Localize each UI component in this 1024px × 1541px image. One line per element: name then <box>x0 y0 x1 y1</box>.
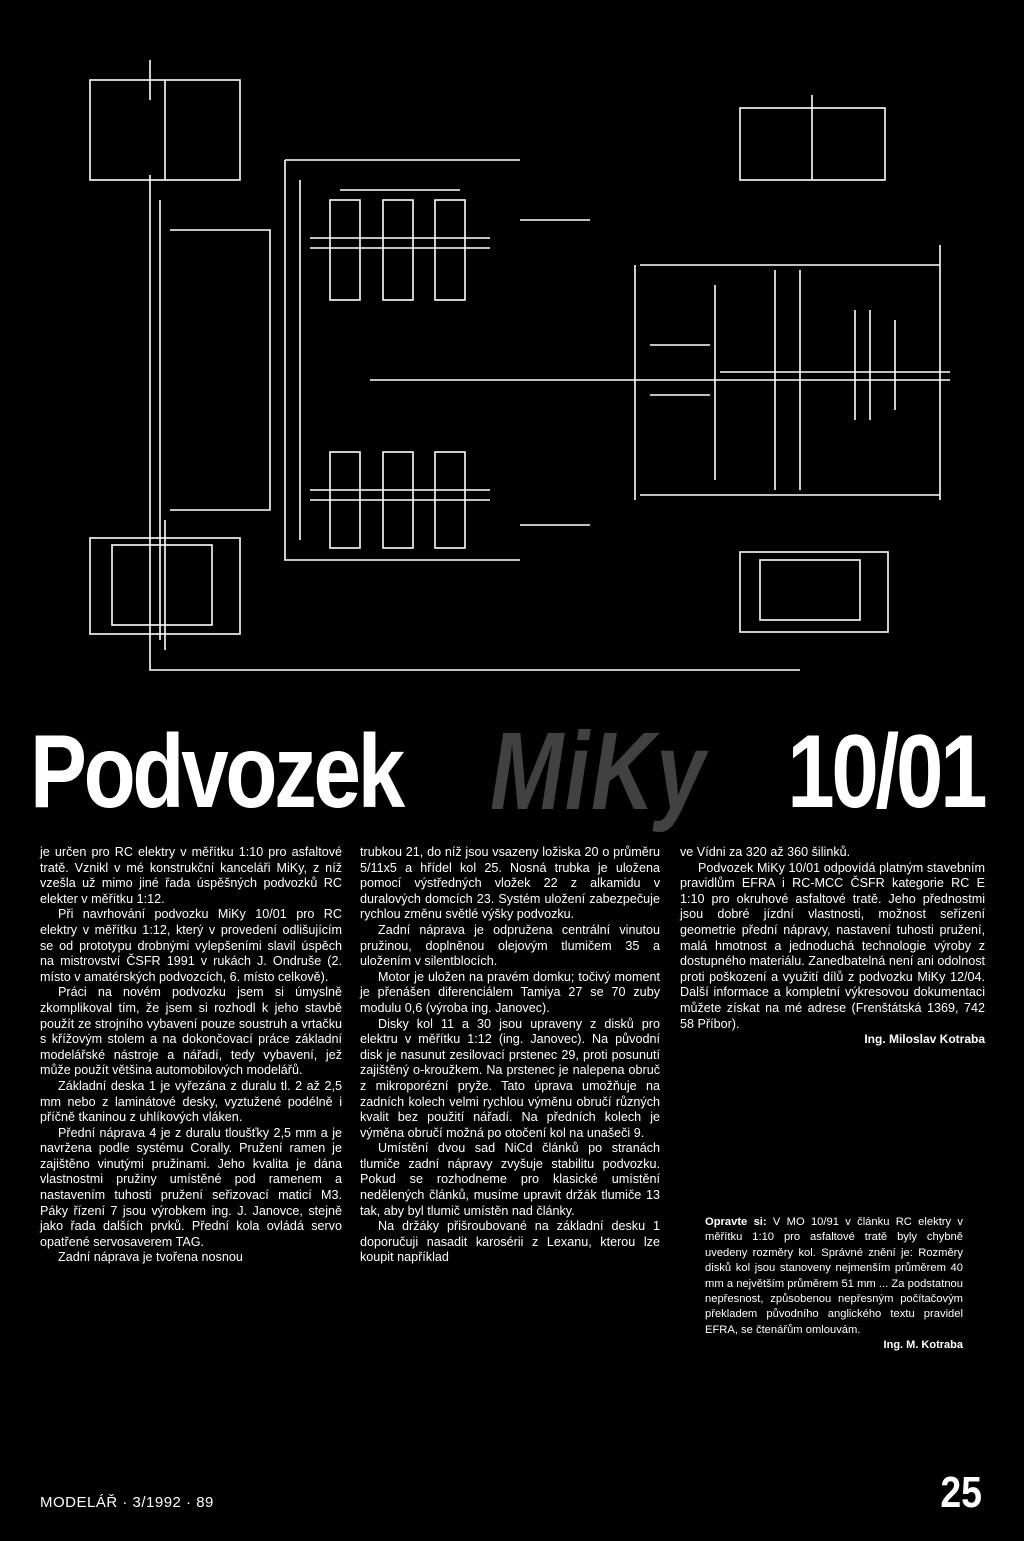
correction-note <box>705 1215 963 1354</box>
article-title <box>0 712 1024 832</box>
paragraph: Základní deska 1 je vyřezána z duralu tl. 2 až 2,5 mm nebo z laminátové desky, vyztužené podélně i příčně tkaninou z uhlíkových vláken. <box>40 1078 342 1125</box>
title-model-number: 10/01 <box>786 714 984 830</box>
paragraph: trubkou 21, do níž jsou vsazeny ložiska 20 o průměru 5/11x5 a hřídel kol 25. Nosná trubka je uložena pomocí výstředných vložek 22 z alkamidu v duralových domcích 23. Systém uložení zabezpečuje rychlou změnu světlé výšky podvozku. <box>360 845 660 922</box>
text-column-3 <box>680 845 985 1048</box>
paragraph: Disky kol 11 a 30 jsou upraveny z disků pro elektru v měřítku 1:12 (ing. Janovec). Na původní disk je nasunut zesilovací prstenec 29, proti posunutí zajištěný o-kroužkem. Na prstenec je nalepena obruč z mikroporézní pryže. Tato úprava umožňuje na zadních kolech velmi rychlou výměnu obručí různých kvalit bez použití nářadí. Na předních kolech je výměna obručí možná po otočení kol na unašeči 9. <box>360 1016 660 1140</box>
title-logo: MiKy <box>490 710 707 833</box>
text-column-2 <box>360 845 660 1266</box>
note-signature: Ing. M. Kotraba <box>883 1339 963 1352</box>
note-body: V MO 10/91 v článku RC elektry v měřítku 1:10 pro asfaltové tratě byly chybně uvedeny rozměry kol. Správné znění je: Rozměry disků kol jsou stanoveny nejmenším průměrem 40 mm a největším průměrem 51 mm ... Za podstatnou nepřesnost, způsobenou nepřesným počítačovým překladem původního anglického textu pravidel EFRA, se čtenářům omlouvám. <box>705 1216 963 1336</box>
paragraph: Podvozek MiKy 10/01 odpovídá platným stavebním pravidlům EFRA i RC-MCC ČSFR kategorie RC E 1:10 pro okruhové asfaltové tratě. Jeho přednostmi jsou dobré jízdní vlastnosti, možnost seřízení geometrie přední nápravy, nastavení tuhosti pružení, malá hmotnost a jednoduchá technologie výroby z dostupného materiálu. Zanedbatelná není ani odolnost proti poškození a využití dílů z podvozku MiKy 12/04. Další informace a kompletní výkresovou dokumentaci můžete získat na mé adrese (Frenštátská 1369, 742 58 Příbor). <box>680 860 985 1031</box>
paragraph: Zadní náprava je tvořena nosnou <box>58 1250 243 1265</box>
paragraph: Motor je uložen na pravém domku; točivý moment je přenášen diferenciálem Tamiya 27 se 70 zuby modulu 0,6 (výroba ing. Janovec). <box>360 969 660 1015</box>
magazine-footer: MODELÁŘ · 3/1992 · 89 <box>40 1494 214 1511</box>
paragraph: Umístění dvou sad NiCd článků po stranách tlumiče zadní nápravy zvyšuje stabilitu podvozku. Pokud se rozhodneme pro klasické umístění nedělených článků, musíme upravit držák tlumiče 13 tak, aby byl tlumič umístěn nad články. <box>360 1141 660 1218</box>
paragraph: Práci na novém podvozku jsem si úmyslně zkomplikoval tím, že jsem si rozhodl k jeho stavbě použít ze strojního vybavení pouze soustruh a vrtačku s křížovým stolem a na dokončovací práce základní modelářské nástroje a nářadí, tedy vybavení, jež může použít většina automobilových modelářů. <box>40 985 342 1078</box>
paragraph: Zadní náprava je odpružena centrální vinutou pružinou, doplněnou olejovým tlumičem 35 a uložením v silentblocích. <box>360 922 660 969</box>
title-word: Podvozek <box>30 714 402 830</box>
paragraph: Na držáky přišroubované na základní desku 1 doporučuji nasadit karosérii z Lexanu, kterou lze koupit například <box>360 1219 660 1265</box>
note-lead: Opravte si: <box>705 1216 767 1228</box>
chassis-technical-drawing <box>0 0 1024 700</box>
author-signature: Ing. Miloslav Kotraba <box>864 1032 985 1047</box>
text-column-1 <box>40 845 342 1266</box>
paragraph: ve Vídni za 320 až 360 šilinků. <box>680 845 851 859</box>
page-number: 25 <box>940 1468 982 1517</box>
paragraph: Při navrhování podvozku MiKy 10/01 pro RC elektry v měřítku 1:12, který v provedení odlišujícím se od prototypu drobnými vylepšeními slavil úspěch na mistrovství ČSFR 1991 v rukách J. Ondruše (2. místo v amatérských podvozcích, 6. místo celkově). <box>40 907 342 984</box>
paragraph: je určen pro RC elektry v měřítku 1:10 pro asfaltové tratě. Vznikl v mé konstrukční kanceláři MiKy, z níž vzešla už mimo jiné řada úspěšných podvozků RC elekter v měřítku 1:12. <box>40 845 342 906</box>
paragraph: Přední náprava 4 je z duralu tloušťky 2,5 mm a je navržena podle systému Corally. Pružení ramen je zajištěno vinutými pružinami. Jeho kvalita je dána vlastnostmi pružiny umístěné pod ramenem a nastavením tuhosti pružení seřizovací maticí M3. Páky řízení 7 jsou výrobkem ing. J. Janovce, stejně jako řada dalších prvků. Přední kola ovládá servo opatřené servosaverem TAG. <box>40 1125 342 1249</box>
